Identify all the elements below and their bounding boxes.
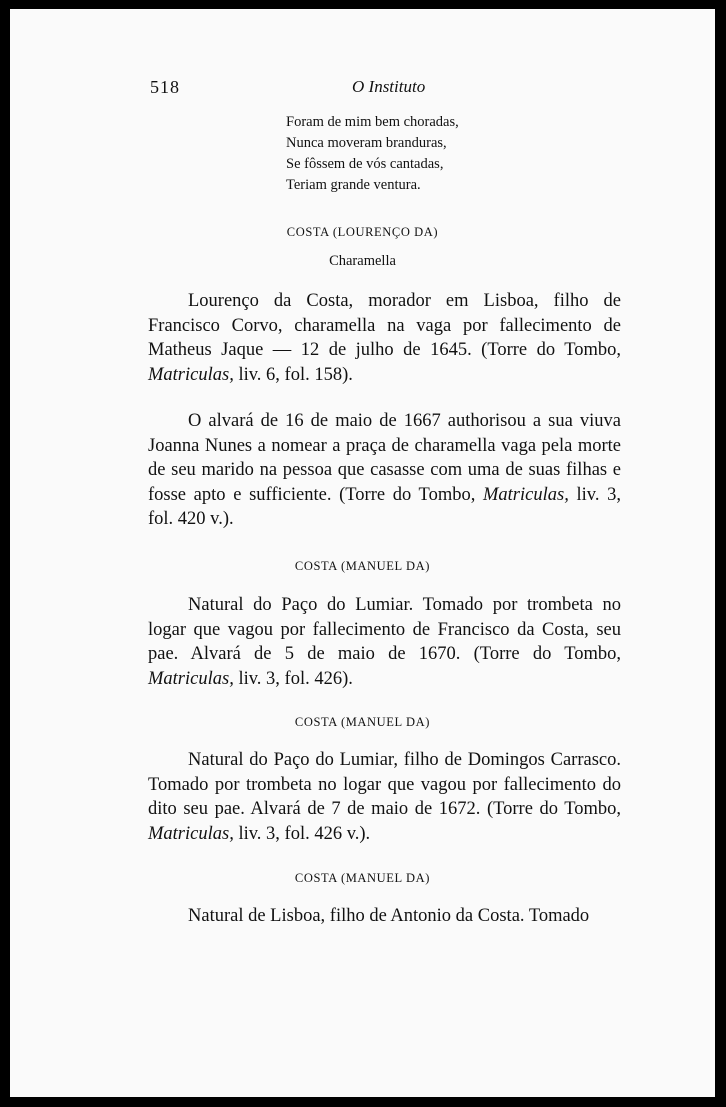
entry-paragraph <box>148 289 621 387</box>
paragraph-tail: liv. 3, fol. 426). <box>233 668 353 689</box>
entry-paragraph <box>148 904 621 929</box>
poem-line: Foram de mim bem choradas, <box>286 114 459 130</box>
paragraph-text: Natural de Lisboa, filho de Antonio da Costa. Tomado <box>188 906 590 926</box>
heading-surname: COSTA <box>294 871 338 885</box>
entry-paragraph <box>148 409 621 532</box>
page-frame <box>10 9 715 1097</box>
entry-heading <box>10 871 715 886</box>
paragraph-tail: liv. 3, fol. 420 v.). <box>148 484 621 530</box>
paragraph-tail: liv. 6, fol. 158). <box>233 364 353 385</box>
heading-given-name: (LOURENÇO DA) <box>332 225 439 239</box>
entry-paragraph <box>148 748 621 846</box>
paragraph-text: Lourenço da Costa, morador em Lisboa, filho de Francisco Corvo, charamella na vaga por fallecimento de Matheus Jaque — 12 de julho de 1645. (Torre do Tombo, <box>148 291 621 361</box>
heading-given-name: (MANUEL DA) <box>340 715 431 729</box>
paragraph-text: Natural do Paço do Lumiar. Tomado por trombeta no logar que vagou por fallecimento de Francisco da Costa, seu pae. Alvará de 5 de maio de 1670. (Torre do Tombo, <box>148 595 621 665</box>
book-page <box>10 9 715 1097</box>
paragraph-tail: liv. 3, fol. 426 v.). <box>233 823 371 844</box>
entry-heading <box>10 715 715 730</box>
heading-given-name: (MANUEL DA) <box>340 559 431 573</box>
heading-surname: COSTA <box>286 225 330 239</box>
heading-given-name: (MANUEL DA) <box>340 871 431 885</box>
heading-surname: COSTA <box>294 715 338 729</box>
journal-title: O Instituto <box>352 77 426 96</box>
paragraph-italic: Matriculas, <box>483 484 569 505</box>
paragraph-italic: Matriculas, <box>148 823 234 844</box>
poem-line: Teriam grande ventura. <box>286 177 421 193</box>
poem-line: Se fôssem de vós cantadas, <box>286 156 444 172</box>
running-head <box>150 77 630 101</box>
entry-heading <box>10 559 715 574</box>
paragraph-text: O alvará de 16 de maio de 1667 authorisou a sua viuva Joanna Nunes a nomear a praça de charamella vaga pela morte de seu marido na pessoa que casasse com uma de suas filhas e fosse apto e sufficiente. (Torre do Tombo, <box>148 411 621 505</box>
paragraph-text: Natural do Paço do Lumiar, filho de Domingos Carrasco. Tomado por trombeta no logar que vagou por fallecimento do dito seu pae. Alvará de 7 de maio de 1672. (Torre do Tombo, <box>148 750 621 820</box>
entry-paragraph <box>148 593 621 691</box>
entry-heading <box>10 225 715 240</box>
poem-line: Nunca moveram branduras, <box>286 135 447 151</box>
heading-surname: COSTA <box>294 559 338 573</box>
poem-stanza <box>286 112 546 196</box>
entry-subheading: Charamella <box>329 253 396 269</box>
page-number: 518 <box>150 77 180 97</box>
paragraph-italic: Matriculas, <box>148 364 234 385</box>
paragraph-italic: Matriculas, <box>148 668 234 689</box>
